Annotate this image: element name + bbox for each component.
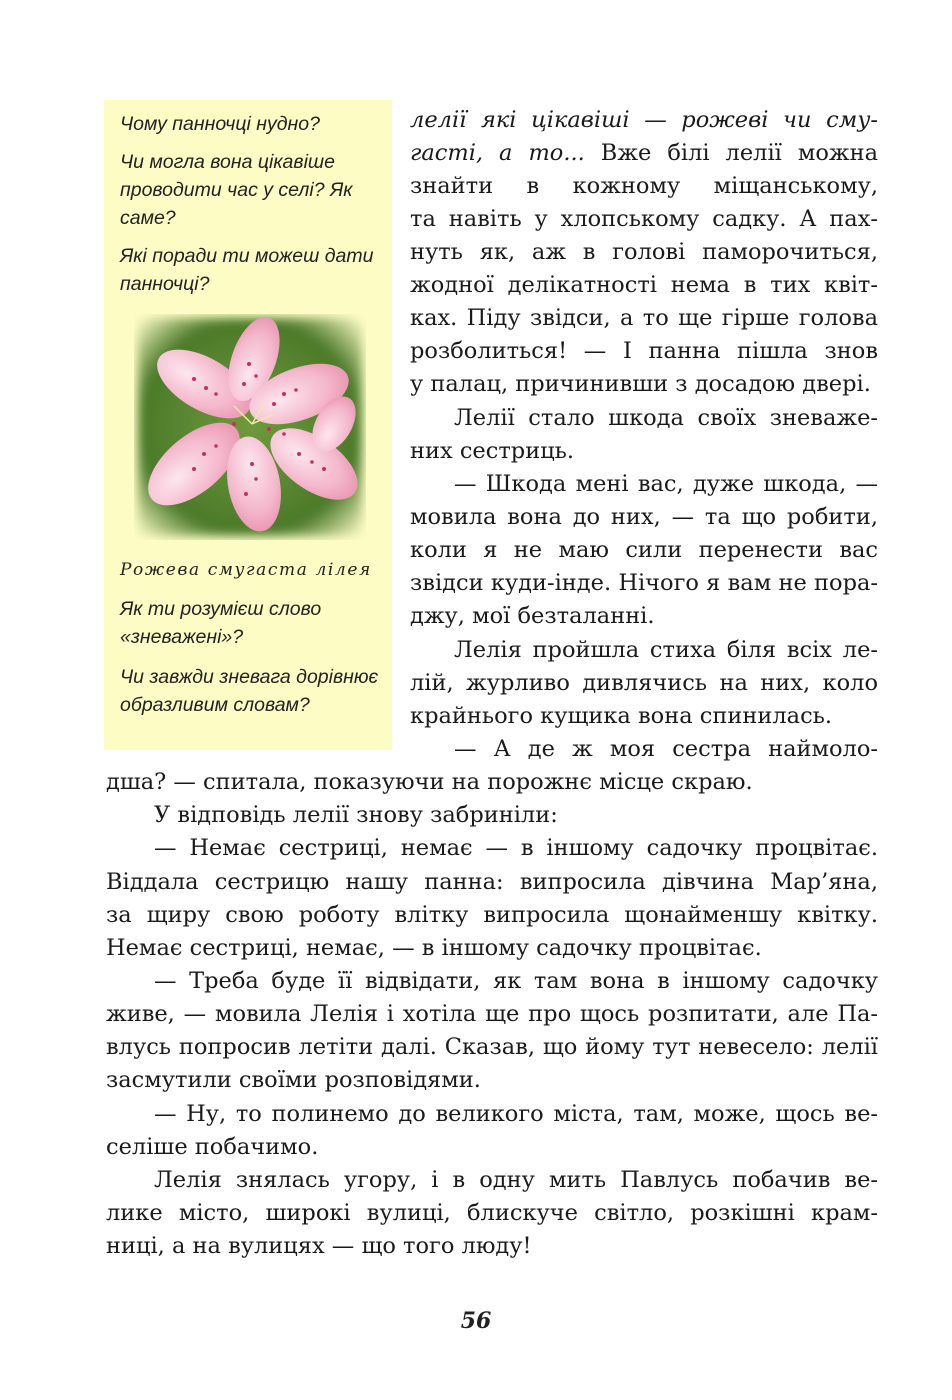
text-line-24: Віддала сестрицю нашу панна: випросила дівчина Мар’яна, <box>106 869 878 895</box>
text-line-11: них сестриць. <box>410 438 575 464</box>
text-line-4: та навіть у хлопському садку. А пах- <box>410 206 878 232</box>
question-5: Чи завжди зневага дорівнює образливим словам? <box>120 666 379 716</box>
text-line-35: ниці, а на вулицях — що того люду! <box>106 1233 532 1259</box>
question-1: Чому панночці нудно? <box>120 113 320 135</box>
text-line-33: Лелія знялась угору, і в одну мить Павлусь побачив ве- <box>154 1167 878 1193</box>
text-line-27: — Треба буде її відвідати, як там вона в іншому садочку <box>154 968 878 994</box>
text-line-34: лике місто, широкі вулиці, блискуче світло, розкішні крам- <box>106 1200 878 1226</box>
text-line-7: ках. Піду звідси, а то ще гірше голова <box>410 305 878 331</box>
text-line-2 <box>410 137 878 170</box>
text-line-32: селіше побачимо. <box>106 1134 319 1160</box>
text-line-15: звідси куди-інде. Нічого я вам не пора- <box>410 570 878 596</box>
text-line-2-rest: Вже білі лелії можна <box>584 140 878 166</box>
text-line-21: дша? — спитала, показуючи на порожнє місце скраю. <box>106 769 753 795</box>
question-sidebar <box>104 100 392 750</box>
page-number: 56 <box>460 1308 492 1334</box>
pink-lily-image <box>134 314 366 540</box>
text-line-12: — Шкода мені вас, дуже шкода, — <box>454 471 878 497</box>
question-2: Чи могла вона цікавіше проводити час у селі? Як саме? <box>120 151 353 229</box>
text-line-19: крайнього кущика вона спинилась. <box>410 703 833 729</box>
text-line-10: Лелії стало шкода своїх зневаже- <box>454 405 878 431</box>
text-line-20: — А де ж моя сестра наймоло- <box>454 736 878 762</box>
text-line-2-italic: гасті, а то... <box>410 140 585 166</box>
text-line-16: джу, мої безталанні. <box>410 603 655 629</box>
text-line-26: Немає сестриці, немає, — в іншому садочку процвітає. <box>106 935 762 961</box>
text-line-28: живе, — мовила Лелія і хотіла ще про щось розпитати, але Па- <box>106 1001 878 1027</box>
question-3: Які поради ти можеш дати панночці? <box>120 245 374 295</box>
text-line-31: — Ну, то полинемо до великого міста, там, може, щось ве- <box>154 1101 878 1127</box>
text-line-30: засмутили своїми розповідями. <box>106 1067 481 1093</box>
text-line-9: у палац, причинивши з досадою двері. <box>410 371 871 397</box>
text-line-23: — Немає сестриці, немає — в іншому садочку процвітає. <box>154 835 878 861</box>
text-line-22: У відповідь лелії знову забриніли: <box>154 802 558 828</box>
text-line-1: лелії які цікавіші — рожеві чи сму- <box>410 107 878 133</box>
text-line-25: за щиру свою роботу влітку випросила щонайменшу квітку. <box>106 902 878 928</box>
text-line-5: нуть як, аж в голові паморочиться, <box>410 239 878 265</box>
text-line-13: мовила вона до них, — та що робити, <box>410 504 878 530</box>
text-line-8: розболиться! — І панна пішла знов <box>410 338 878 364</box>
question-4: Як ти розумієш слово «зневажені»? <box>120 598 322 648</box>
text-line-17: Лелія пройшла стиха біля всіх ле- <box>454 637 878 663</box>
image-caption: Рожева смугаста лілея <box>120 560 372 580</box>
text-line-3: знайти в кожному міщанському, <box>410 173 878 199</box>
text-line-18: лій, журливо дивлячись на них, коло <box>410 670 878 696</box>
text-line-14: коли я не маю сили перенести вас <box>410 537 878 563</box>
text-line-29: влусь попросив летіти далі. Сказав, що йому тут невесело: лелії <box>106 1034 878 1060</box>
text-line-6: жодної делікатності нема в тих квіт- <box>410 272 878 298</box>
